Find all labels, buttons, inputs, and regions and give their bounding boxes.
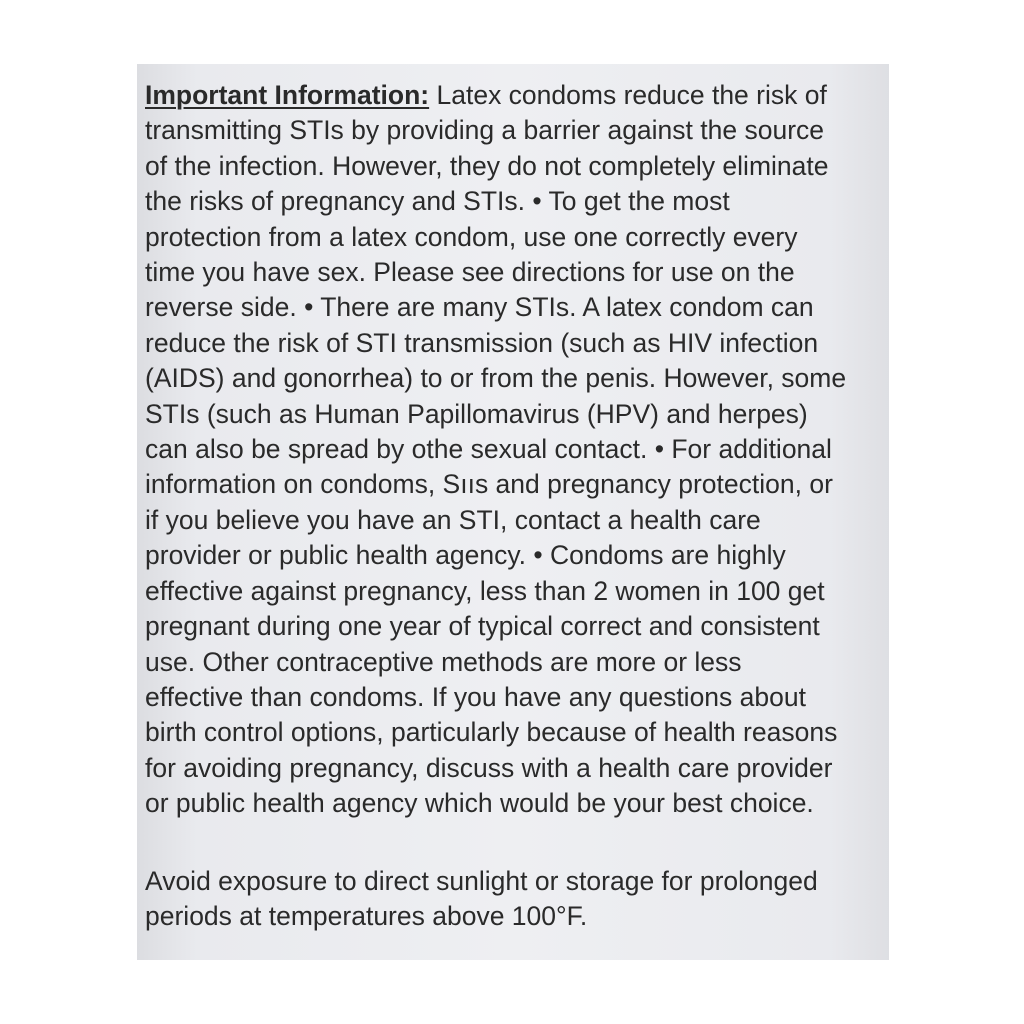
text-line-9: (AIDS) and gonorrhea) to or from the penis. However, some: [145, 363, 847, 394]
text-line-21: or public health agency which would be your best choice.: [145, 788, 814, 819]
text-line-2: transmitting STIs by providing a barrier against the source: [145, 115, 825, 146]
text-line-15: effective against pregnancy, less than 2 women in 100 get: [145, 575, 825, 606]
text-line-6: time you have sex. Please see directions for use on the: [145, 257, 795, 288]
text-line-8: reduce the risk of STI transmission (such as HIV infection: [145, 327, 819, 358]
paragraph-gap: [145, 822, 890, 864]
text-line-10: STIs (such as Human Papillomavirus (HPV) and herpes): [145, 398, 808, 429]
text-line-18: effective than condoms. If you have any questions about: [145, 681, 806, 712]
text-line-17: use. Other contraceptive methods are more or less: [145, 646, 742, 677]
storage-line-2: periods at temperatures above 100°F.: [145, 900, 588, 931]
text-line-19: birth control options, particularly because of health reasons: [145, 717, 838, 748]
text-line-3: of the infection. However, they do not completely eliminate: [145, 150, 829, 181]
text-line-13: if you believe you have an STI, contact a health care: [145, 504, 761, 535]
storage-line-1: Avoid exposure to direct sunlight or storage for prolonged: [145, 865, 818, 896]
important-information-text: [145, 78, 890, 934]
text-line-4: the risks of pregnancy and STIs. • To get the most: [145, 186, 730, 217]
text-line-1: Important Information: Latex condoms reduce the risk of: [145, 80, 827, 110]
text-line-11: can also be spread by othe sexual contact. • For additional: [145, 434, 832, 465]
text-line-5: protection from a latex condom, use one correctly every: [145, 221, 798, 252]
text-line-20: for avoiding pregnancy, discuss with a health care provider: [145, 752, 833, 783]
important-information-heading: Important Information:: [145, 80, 430, 110]
text-line-14: provider or public health agency. • Condoms are highly: [145, 540, 786, 571]
text-line-7: reverse side. • There are many STIs. A latex condom can: [145, 292, 814, 323]
text-line-16: pregnant during one year of typical correct and consistent: [145, 611, 820, 642]
text-line-12: information on condoms, Sııs and pregnancy protection, or: [145, 469, 833, 500]
